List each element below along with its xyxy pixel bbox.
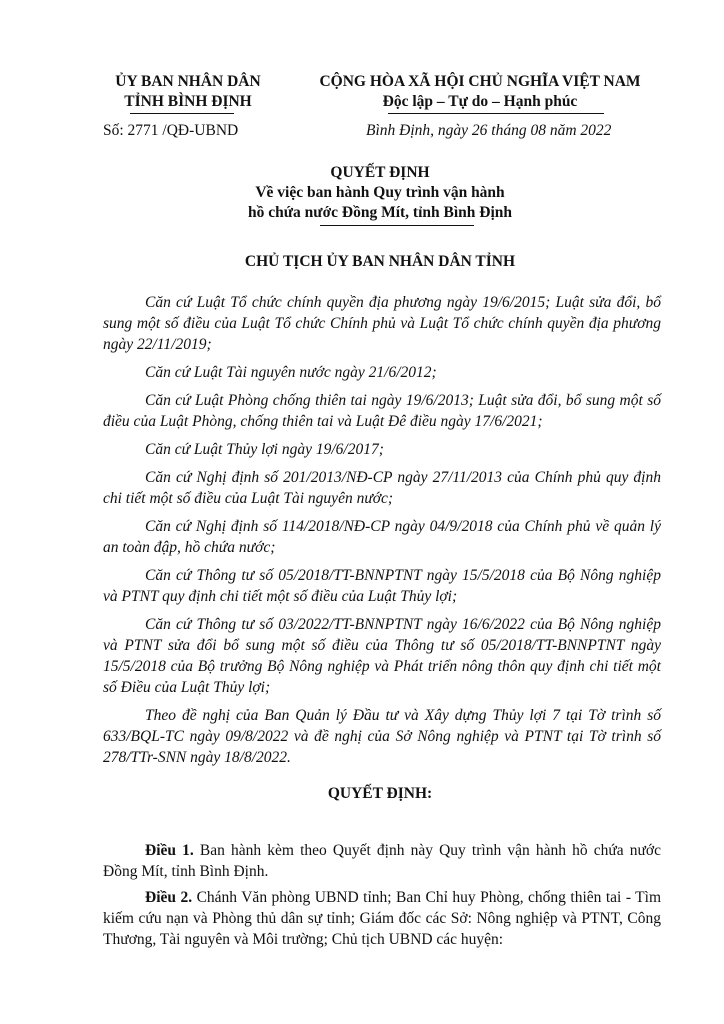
basis-paragraph: Căn cứ Thông tư số 05/2018/TT-BNNPTNT ngày 15/5/2018 của Bộ Nông nghiệp và PTNT quy định chi tiết một số điều của Luật Thủy lợi; bbox=[103, 567, 661, 605]
title-underline bbox=[320, 225, 474, 226]
motto-underline bbox=[388, 113, 604, 114]
basis-paragraph: Căn cứ Luật Phòng chống thiên tai ngày 19/6/2013; Luật sửa đổi, bổ sung một số điều của Luật Phòng, chống thiên tai và Luật Đê điều ngày 17/6/2021; bbox=[103, 392, 661, 430]
article-1 bbox=[103, 840, 661, 882]
agency-underline bbox=[130, 113, 234, 114]
title-line-3: hồ chứa nước Đồng Mít, tỉnh Bình Định bbox=[247, 204, 513, 221]
article-label: Điều 1. bbox=[145, 842, 194, 859]
title-line-2: Về việc ban hành Quy trình vận hành bbox=[255, 184, 505, 201]
authority-heading: CHỦ TỊCH ỦY BAN NHÂN DÂN TỈNH bbox=[244, 253, 516, 270]
decision-heading: QUYẾT ĐỊNH: bbox=[327, 785, 433, 802]
place-and-date: Bình Định, ngày 26 tháng 08 năm 2022 bbox=[366, 122, 612, 139]
issuing-agency bbox=[98, 72, 278, 112]
document-number: Số: 2771 /QĐ-UBND bbox=[103, 122, 239, 139]
article-label: Điều 2. bbox=[145, 889, 193, 906]
motto: Độc lập – Tự do – Hạnh phúc bbox=[382, 93, 578, 110]
title-line-1: QUYẾT ĐỊNH bbox=[330, 164, 430, 181]
agency-line-2: TỈNH BÌNH ĐỊNH bbox=[124, 93, 252, 110]
document-title bbox=[100, 163, 660, 223]
basis-paragraph: Căn cứ Luật Thủy lợi ngày 19/6/2017; bbox=[145, 441, 384, 458]
legal-basis bbox=[103, 292, 661, 775]
articles bbox=[103, 840, 661, 955]
basis-paragraph: Căn cứ Nghị định số 114/2018/NĐ-CP ngày 04/9/2018 của Chính phủ về quản lý an toàn đập, hồ chứa nước; bbox=[103, 518, 661, 556]
basis-paragraph: Theo đề nghị của Ban Quản lý Đầu tư và Xây dựng Thủy lợi 7 tại Tờ trình số 633/BQL-TC ngày 09/8/2022 và đề nghị của Sở Nông nghiệp và PTNT tại Tờ trình số 278/TTr-SNN ngày 18/8/2022. bbox=[103, 707, 661, 766]
country-name: CỘNG HÒA XÃ HỘI CHỦ NGHĨA VIỆT NAM bbox=[319, 73, 641, 90]
agency-line-1: ỦY BAN NHÂN DÂN bbox=[115, 73, 261, 90]
basis-paragraph: Căn cứ Thông tư số 03/2022/TT-BNNPTNT ngày 16/6/2022 của Bộ Nông nghiệp và PTNT sửa đổi bổ sung một số điều của Thông tư số 05/2018/TT-BNNPTNT ngày 15/5/2018 của Bộ trưởng Bộ Nông nghiệp và Phát triển nông thôn quy định chi tiết một số Điều của Luật Thủy lợi; bbox=[103, 616, 661, 696]
article-2 bbox=[103, 887, 661, 950]
basis-paragraph: Căn cứ Luật Tổ chức chính quyền địa phương ngày 19/6/2015; Luật sửa đổi, bổ sung một số điều của Luật Tổ chức Chính phủ và Luật Tổ chức chính quyền địa phương ngày 22/11/2019; bbox=[103, 294, 661, 353]
basis-paragraph: Căn cứ Nghị định số 201/2013/NĐ-CP ngày 27/11/2013 của Chính phủ quy định chi tiết một số điều của Luật Tài nguyên nước; bbox=[103, 469, 661, 507]
article-text: Chánh Văn phòng UBND tỉnh; Ban Chỉ huy Phòng, chống thiên tai - Tìm kiếm cứu nạn và Phòng thủ dân sự tỉnh; Giám đốc các Sở: Nông nghiệp và PTNT, Công Thương, Tài nguyên và Môi trường; Chủ tịch UBND các huyện: bbox=[103, 889, 662, 948]
national-motto bbox=[300, 72, 660, 112]
article-text: Ban hành kèm theo Quyết định này Quy trình vận hành hồ chứa nước Đồng Mít, tỉnh Bình Định. bbox=[103, 842, 662, 880]
basis-paragraph: Căn cứ Luật Tài nguyên nước ngày 21/6/2012; bbox=[145, 364, 437, 381]
